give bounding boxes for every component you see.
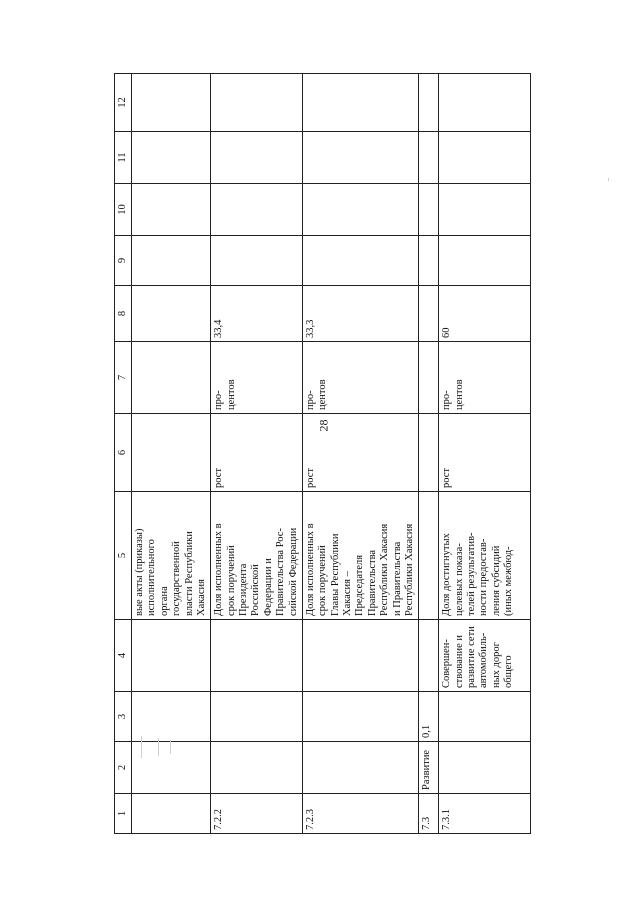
table-cell [211,74,303,132]
table-cell [132,620,211,692]
table-row [211,74,303,834]
table-cell [419,620,439,692]
table-cell [419,414,439,492]
cell-text: Развитие [421,749,433,790]
cell-text: про- центов [213,379,237,410]
table-cell [439,184,531,236]
table-cell [132,342,211,414]
cell-text: 7.2.2 [213,809,225,830]
table-cell [302,620,418,692]
table-row [302,74,418,834]
header-row [115,74,132,834]
cell-text: 7.2.3 [304,809,316,830]
table-cell [132,184,211,236]
table-row [419,74,439,834]
table-cell [211,794,303,834]
table-cell [211,620,303,692]
header-cell: 8 [115,286,132,342]
table-cell [439,620,531,692]
header-cell: 5 [115,492,132,620]
table-cell [439,492,531,620]
table-cell [419,794,439,834]
header-cell: 9 [115,236,132,286]
table-cell [211,742,303,794]
cell-text: Доля достигнутых целевых показа- телей результатив- ности предостав- ления субсидий (иных межбюд- [441,532,515,616]
table-cell [419,184,439,236]
table-cell [211,414,303,492]
table-cell [211,492,303,620]
cell-text: вые акты (приказы) исполнительного органа государственной власти Республики Хакасия [134,528,207,616]
table-cell [302,414,418,492]
header-cell: 1 [115,794,132,834]
cell-text: Совершен- ствование и развитие сети автомобиль- ных дорог общего [441,626,515,688]
cell-text: про- центов [304,379,329,410]
table-cell [419,342,439,414]
header-cell: 7 [115,342,132,414]
cell-text: 33,4 [213,319,225,338]
scan-artifact [158,738,159,756]
table-cell [439,742,531,794]
table-cell [419,742,439,794]
table-cell [302,286,418,342]
table-cell [211,184,303,236]
scan-artifact [170,740,171,754]
table-cell [439,286,531,342]
table-cell [419,692,439,742]
cell-text: рост [441,467,453,488]
cell-text: 33,3 [304,319,316,338]
page-number: 28 [316,419,331,432]
cell-text: 60 [441,327,453,338]
table-cell [439,794,531,834]
table-cell [132,236,211,286]
table-cell [302,342,418,414]
table-cell [132,74,211,132]
cell-text: 7.3.1 [441,809,453,830]
table-row [439,74,531,834]
table-cell [419,286,439,342]
data-table [114,73,531,834]
cell-text: Доля исполненных в срок поручений Главы Республики Хакасия – Председателя Правительства Республики Хакасия и Правительства Республики Хакасия [304,523,415,616]
table-cell [439,132,531,184]
table-cell [211,286,303,342]
table-cell [419,74,439,132]
table-cell [439,236,531,286]
table-cell [132,492,211,620]
table-cell [302,132,418,184]
table-cell [302,492,418,620]
header-cell: 11 [115,132,132,184]
cell-text: 0,1 [421,724,433,738]
cell-text: рост [304,467,316,488]
table-cell [302,692,418,742]
header-cell: 4 [115,620,132,692]
table-cell [211,692,303,742]
header-cell: 2 [115,742,132,794]
table-cell [211,132,303,184]
scan-artifact [608,178,609,181]
cell-text: рост [213,467,225,488]
table-container [114,74,514,834]
table-cell [132,286,211,342]
table-row [132,74,211,834]
table-cell [439,414,531,492]
table-cell [439,74,531,132]
header-cell: 3 [115,692,132,742]
cell-text: 7.3 [421,816,433,830]
table-cell [419,132,439,184]
cell-text: про- центов [441,379,465,410]
table-cell [132,692,211,742]
table-cell [419,492,439,620]
scan-artifact [141,736,142,758]
table-cell [132,742,211,794]
table-cell [302,742,418,794]
table-cell [211,236,303,286]
table-cell [132,132,211,184]
table-cell [132,414,211,492]
header-cell: 12 [115,74,132,132]
table-cell [211,342,303,414]
header-cell: 10 [115,184,132,236]
cell-text: Доля исполненных в срок поручений Президента Российской Федерации и Правительства Рос- сийской Федерации [213,523,299,616]
header-cell: 6 [115,414,132,492]
table-cell [419,236,439,286]
table-cell [439,692,531,742]
table-cell [302,794,418,834]
table-cell [302,74,418,132]
table-cell [302,236,418,286]
table-cell [439,342,531,414]
table-cell [132,794,211,834]
table-cell [302,184,418,236]
